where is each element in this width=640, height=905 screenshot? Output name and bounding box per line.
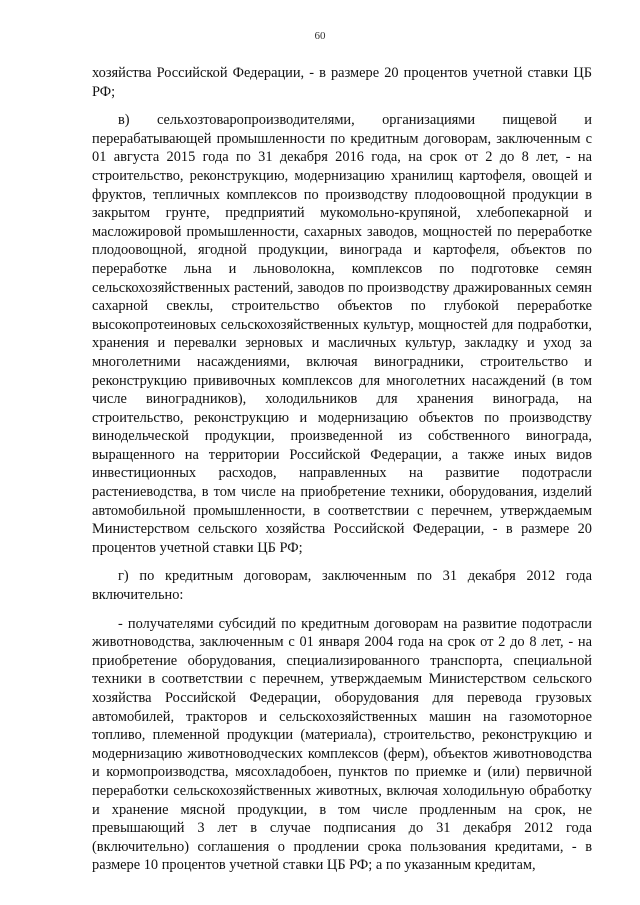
- paragraph-item-v: в) сельхозтоваропроизводителями, организациями пищевой и перерабатывающей промышленности по кредитным договорам, заключенным с 01 августа 2015 года по 31 декабря 2016 года, на срок от 2 до 8 лет, - на строительство, реконструкцию, модернизацию хранилищ картофеля, овощей и фруктов, тепличных комплексов по производству плодоовощной продукции в закрытом грунте, предприятий мукомольно-крупяной, хлебопекарной и масложировой промышленности, сахарных заводов, мощностей по переработке плодоовощной, ягодной продукции, винограда и картофеля, объектов по переработке льна и льноволокна, комплексов по подготовке семян сельскохозяйственных растений, заводов по производству дражированных семян сахарной свеклы, строительство объектов по глубокой переработке высокопротеиновых сельскохозяйственных культур, мощностей для подработки, хранения и перевалки зерновых и масличных культур, закладку и уход за многолетними насаждениями, включая виноградники, строительство и реконструкцию прививочных комплексов для многолетних насаждений (в том числе виноградников), холодильников для хранения винограда, на строительство, реконструкцию и модернизацию объектов по производству винодельческой продукции, произведенной из собственного винограда, выращенного на территории Российской Федерации, а также иных видов инвестиционных расходов, направленных на развитие подотрасли растениеводства, в том числе на приобретение техники, оборудования, изделий автомобильной промышленности, в соответствии с перечнем, утверждаемым Министерством сельского хозяйства Российской Федерации, - в размере 20 процентов учетной ставки ЦБ РФ;: [92, 112, 592, 556]
- paragraph-item-g: г) по кредитным договорам, заключенным по 31 декабря 2012 года включительно:: [92, 568, 592, 604]
- paragraph-livestock-subsidies: - получателями субсидий по кредитным договорам на развитие подотрасли животноводства, заключенным с 01 января 2004 года на срок от 2 до 8 лет, - на приобретение оборудования, специализированного транспорта, специальной техники в соответствии с перечнем, утверждаемым Министерством сельского хозяйства Российской Федерации, оборудования для перевода грузовых автомобилей, тракторов и сельскохозяйственных машин на газомоторное топливо, племенной продукции (материала), строительство, реконструкцию и модернизацию животноводческих комплексов (ферм), объектов животноводства и кормопроизводства, мясохладобоен, пунктов по приемке и (или) первичной переработки сельскохозяйственных животных, включая холодильную обработку и хранение мясной продукции, в том числе продленным на срок, не превышающий 3 лет в случае подписания до 31 декабря 2012 года (включительно) соглашения о продлении срока пользования кредитами, - в размере 10 процентов учетной ставки ЦБ РФ; а по указанным кредитам,: [92, 615, 592, 874]
- document-body: [92, 64, 592, 885]
- page-number: 60: [314, 30, 326, 42]
- paragraph-continuation: хозяйства Российской Федерации, - в размере 20 процентов учетной ставки ЦБ РФ;: [92, 65, 592, 100]
